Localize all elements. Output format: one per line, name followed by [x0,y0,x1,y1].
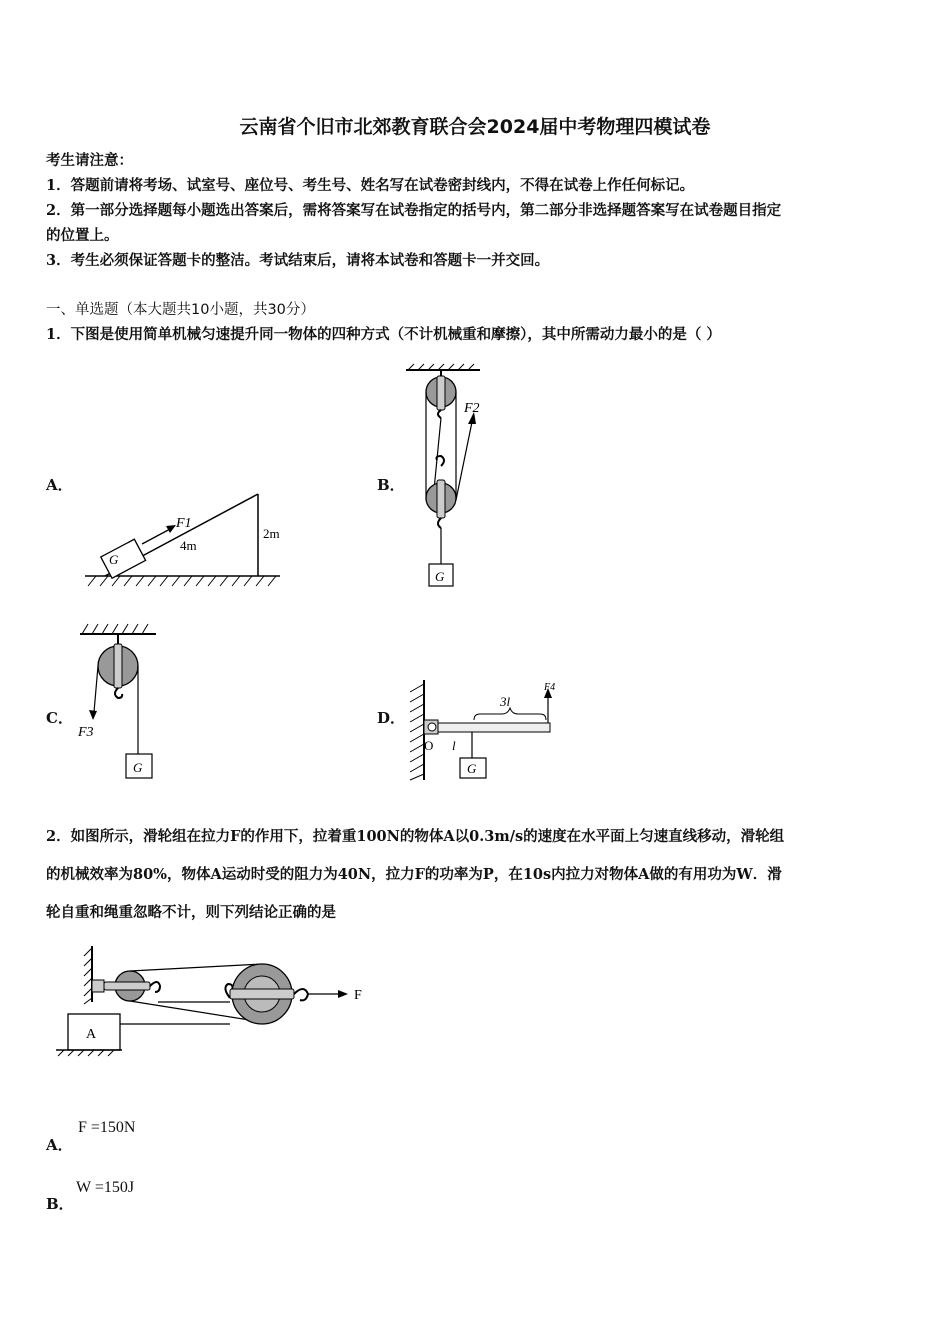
label-g: G [467,761,477,776]
q2-figure-pulley-system [50,942,380,1062]
q2-option-a-label[interactable]: A． [46,1136,73,1154]
notice-item: 2．第一部分选择题每小题选出答案后，需将答案写在试卷指定的括号内，第二部分非选择题答案写在试卷题目指定 [46,202,782,219]
question-2-line: 2．如图所示，滑轮组在拉力F的作用下，拉着重100N的物体A以0.3m/s的速度在水平面上匀速直线移动，滑轮组 [46,828,785,845]
q1-figure-c-fixed-pulley [76,616,166,786]
q2-option-a-formula: F =150N [78,1119,136,1136]
q2-option-b-formula: W =150J [76,1179,135,1196]
q1-option-a-label[interactable]: A． [46,476,73,494]
label-g: G [435,569,445,584]
q1-figure-a-incline [80,480,290,590]
label-4m: 4m [180,538,197,553]
q1-option-d-label[interactable]: D． [377,709,406,727]
q1-figure-d-lever [402,676,572,784]
label-f: F [354,988,362,1003]
label-f1: F1 [176,516,192,531]
label-a: A [86,1027,97,1042]
question-2-line: 的机械效率为80%，物体A运动时受的阻力为40N，拉力F的功率为P，在10s内拉力对物体A做的有用功为W．滑 [46,866,782,883]
label-f3: F3 [78,725,94,740]
q1-option-b-label[interactable]: B． [377,476,405,494]
q2-option-b-label[interactable]: B． [46,1195,74,1213]
page-title: 云南省个旧市北郊教育联合会2024届中考物理四模试卷 [239,116,711,138]
label-2m: 2m [263,526,280,541]
notice-item: 1．答题前请将考场、试室号、座位号、考生号、姓名写在试卷密封线内，不得在试卷上作任何标记。 [46,177,695,194]
q1-option-c-label[interactable]: C． [46,709,73,727]
label-f4: F4 [544,682,556,693]
label-g: G [109,552,119,567]
notice-item: 的位置上。 [46,227,119,244]
label-g: G [133,760,143,775]
notice-item: 3．考生必须保证答题卡的整洁。考试结束后，请将本试卷和答题卡一并交回。 [46,252,550,269]
question-1-text: 1．下图是使用简单机械匀速提升同一物体的四种方式（不计机械重和摩擦），其中所需动力最小的是（ ） [46,326,721,343]
section-heading: 一、单选题（本大题共10小题，共30分） [46,302,315,318]
question-2-line: 轮自重和绳重忽略不计，则下列结论正确的是 [46,904,336,921]
label-o: O [424,738,434,753]
label-f2: F2 [464,401,480,416]
label-3l: 3l [500,694,511,709]
label-l: l [452,738,456,753]
notice-heading: 考生请注意： [46,152,133,169]
q1-figure-b-pulley-block [398,362,498,594]
